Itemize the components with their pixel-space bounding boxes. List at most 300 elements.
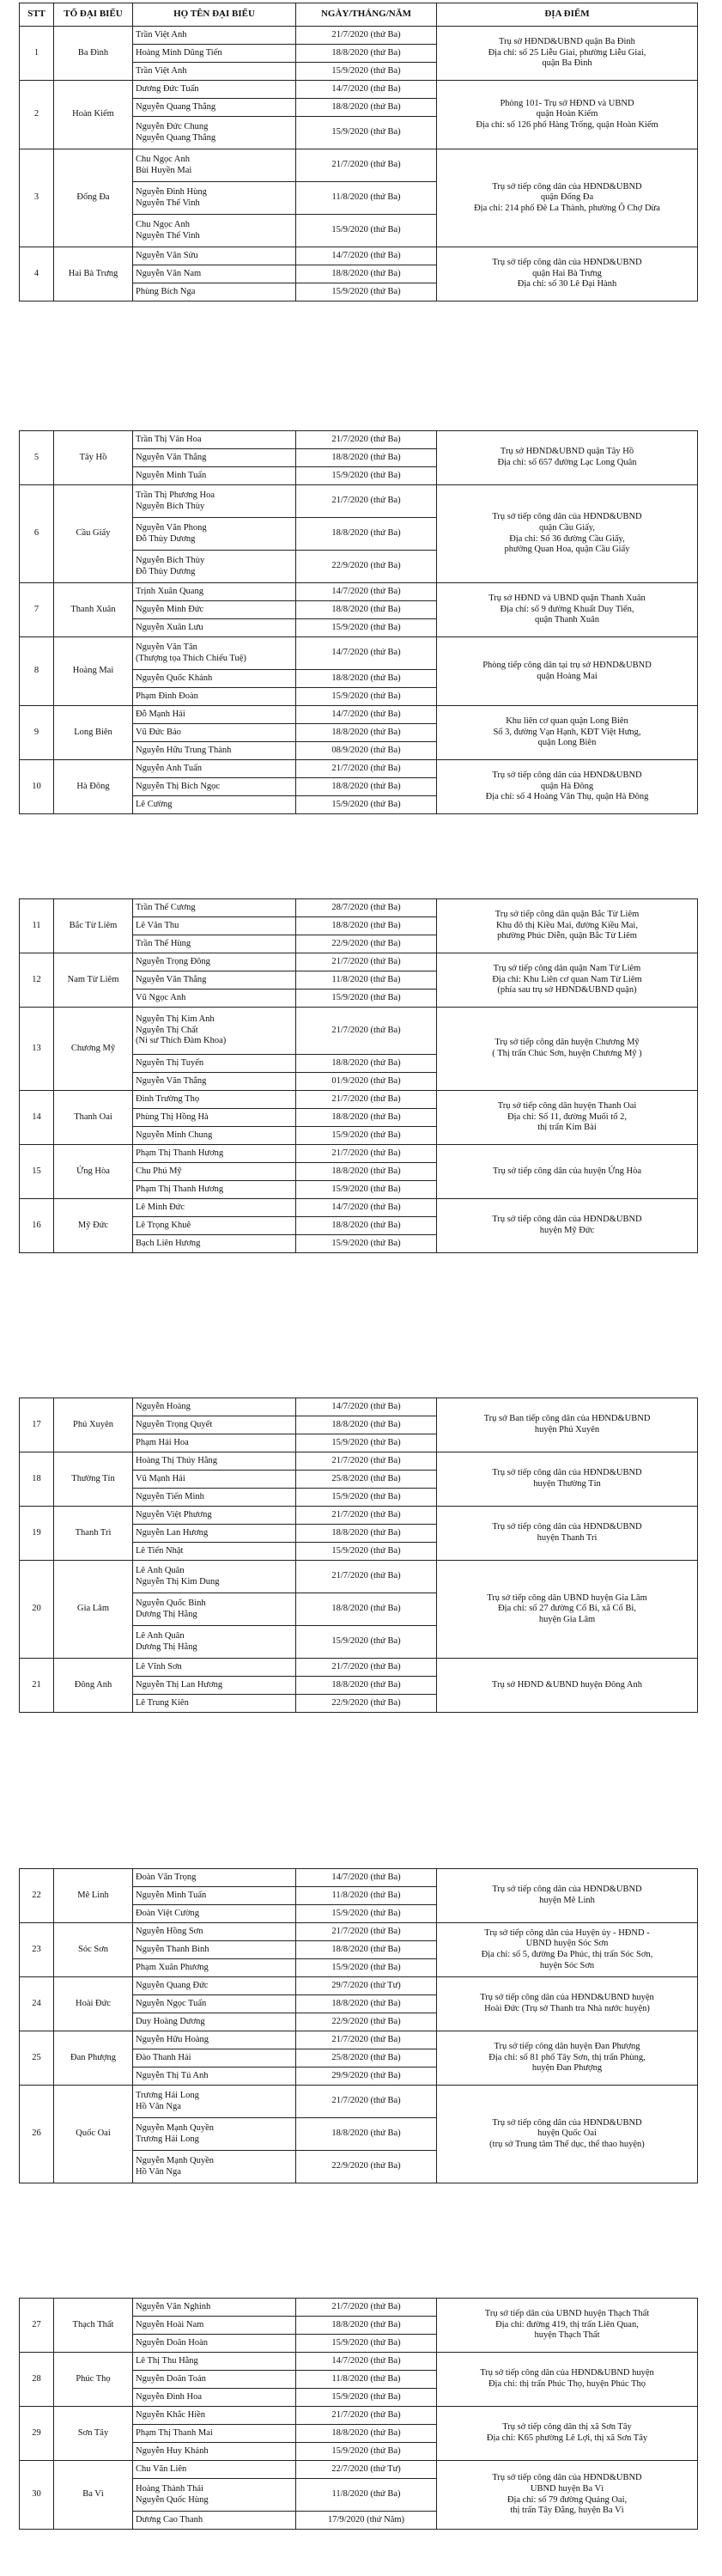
schedule-table [19,2298,698,2530]
delegate-name: Trương Hải Long [136,2090,199,2100]
address-line: quận Thanh Xuân [534,615,600,625]
table-row [20,1398,698,1416]
delegate-name: Nguyễn Minh Đức [136,604,204,614]
delegate-name: Dương Thị Hằng [136,1641,197,1652]
address-cell [437,1452,698,1507]
delegate-name-cell [133,1163,296,1181]
delegate-name-cell [133,551,296,583]
date-cell: 11/8/2020 (thứ Ba) [296,971,437,990]
delegate-name: Nguyễn Trọng Đông [136,956,210,966]
delegate-name: Nguyễn Hữu Hoàng [136,2034,209,2044]
delegate-name-cell [133,1507,296,1525]
address-line: Trụ sở tiếp công dân của HĐND&UBND [492,1885,642,1895]
stt-cell: 29 [20,2407,54,2461]
schedule-table [19,898,698,1253]
address-line: huyện Gia Lâm [538,1614,596,1624]
date-cell: 22/9/2020 (thứ Ba) [296,1695,437,1713]
delegate-name-cell [133,1091,296,1109]
address-cell [437,1977,698,2031]
delegate-name: Nguyễn Quốc Bình [136,1598,206,1608]
address-line: quận Đống Đa [540,192,594,203]
date-cell: 18/8/2020 (thứ Ba) [296,518,437,551]
address-cell [437,1507,698,1561]
group-cell: Mỹ Đức [54,1199,133,1253]
table-row [20,583,698,601]
date-cell: 14/7/2020 (thứ Ba) [296,247,437,265]
address-cell [437,637,698,706]
address-line: Trụ sở tiếp công dân quận Nam Từ Liêm [493,964,641,974]
address-line: Phòng tiếp công dân tại trụ sở HĐND&UBND [482,660,652,670]
date-cell: 15/9/2020 (thứ Ba) [296,2443,437,2461]
address-cell [437,485,698,583]
date-cell: 22/9/2020 (thứ Ba) [296,2151,437,2183]
schedule-table [19,1868,698,2183]
date-cell: 18/8/2020 (thứ Ba) [296,778,437,796]
delegate-name: Dương Cao Thanh [136,2514,203,2524]
delegate-name-cell [133,2389,296,2407]
delegate-name-cell [133,2299,296,2317]
date-cell: 21/7/2020 (thứ Ba) [296,431,437,449]
date-cell: 15/9/2020 (thứ Ba) [296,215,437,247]
delegate-name-cell [133,1525,296,1543]
address-line: Trụ sở tiếp công dân quận Bắc Từ Liêm [494,910,640,920]
date-cell: 15/9/2020 (thứ Ba) [296,796,437,814]
delegate-name: Trần Thế Hùng [136,938,191,948]
delegate-name-cell [133,706,296,724]
delegate-name-cell [133,583,296,601]
date-cell: 15/9/2020 (thứ Ba) [296,1626,437,1659]
delegate-name: Nguyễn Xuân Lưu [136,622,203,632]
date-cell: 15/9/2020 (thứ Ba) [296,1905,437,1923]
table-row [20,1199,698,1217]
delegate-name: Phùng Thị Hồng Hà [136,1111,209,1122]
address-line: thị trấn Kim Bài [537,1123,597,1133]
table-segment [0,1398,722,1713]
delegate-name-cell [133,990,296,1008]
address-line: Trụ sở tiếp công dân UBND huyện Gia Lâm [487,1592,647,1603]
delegate-name: Hoàng Thành Thái [136,2483,203,2494]
stt-cell: 25 [20,2031,54,2086]
delegate-name: Nguyễn Văn Sửu [136,250,198,260]
stt-cell: 16 [20,1199,54,1253]
address-line: Trụ sở tiếp công dân của HĐND&UBND [492,1468,642,1478]
table-row [20,2031,698,2049]
stt-cell: 27 [20,2299,54,2353]
delegate-name: Vũ Ngọc Anh [136,992,186,1002]
address-line: Trụ sở tiếp công dân của HĐND&UBND [492,2473,642,2483]
group-cell: Thanh Trì [54,1507,133,1561]
address-line: phường Phúc Diễn, quận Bắc Từ Liêm [497,931,637,941]
date-cell: 25/8/2020 (thứ Ba) [296,1471,437,1489]
address-line: huyện Mỹ Đức [539,1226,595,1235]
delegate-name: Nguyễn Huy Khánh [136,2445,209,2456]
table-row [20,1659,698,1677]
table-row [20,953,698,971]
date-cell: 21/7/2020 (thứ Ba) [296,2407,437,2425]
delegate-name: Lê Anh Quân [136,1630,185,1641]
date-cell: 18/8/2020 (thứ Ba) [296,1416,437,1434]
delegate-name-cell [133,1109,296,1127]
table-row [20,1923,698,1941]
stt-cell: 18 [20,1452,54,1507]
date-cell: 15/9/2020 (thứ Ba) [296,990,437,1008]
date-cell: 22/9/2020 (thứ Ba) [296,2013,437,2031]
stt-cell: 4 [20,247,54,301]
delegate-name-cell [133,724,296,742]
address-line: Phòng 101- Trụ sở HĐND và UBND [500,98,634,108]
table-segment [0,430,722,814]
date-cell: 21/7/2020 (thứ Ba) [296,1923,437,1941]
delegate-name: Trương Hải Long [136,2134,199,2144]
delegate-name-cell [133,485,296,518]
table-row [20,1091,698,1109]
delegate-name-cell [133,2443,296,2461]
address-line: Địa chỉ: Số 36 đường Cầu Giấy, [509,533,625,544]
delegate-name: Trần Thế Cương [136,902,196,912]
address-line: Địa chỉ: thị trấn Phúc Thọ, huyện Phúc Thọ [488,2379,646,2389]
address-cell [437,2353,698,2407]
delegate-name-cell [133,2425,296,2443]
delegate-name: Nguyễn Quốc Khánh [136,673,213,683]
delegate-name: Nguyễn Minh Chung [136,1130,213,1140]
delegate-name-cell [133,518,296,551]
delegate-name: Nguyễn Văn Thắng [136,1075,207,1086]
address-cell [437,1561,698,1659]
address-line: Trụ sở tiếp công dân của HĐND&UBND [492,512,642,522]
delegate-name: Đỗ Thùy Dương [136,533,196,544]
table-row [20,27,698,45]
date-cell: 18/8/2020 (thứ Ba) [296,1217,437,1235]
group-cell: Nam Từ Liêm [54,953,133,1008]
delegate-name-cell [133,1181,296,1199]
delegate-name: Nguyễn Đức Chung [136,121,209,131]
date-cell: 15/9/2020 (thứ Ba) [296,1489,437,1507]
delegate-name: Nguyễn Thị Lan Hương [136,1679,223,1690]
address-line: Địa chỉ: số 81 phố Tây Sơn, thị trấn Phùng, [488,2052,646,2062]
delegate-name: Nguyễn Hoài Nam [136,2319,204,2329]
date-cell: 15/9/2020 (thứ Ba) [296,2389,437,2407]
group-cell: Hoàn Kiếm [54,81,133,149]
delegate-name: Nguyễn Hoàng [136,1401,191,1411]
delegate-name: Hoàng Minh Dũng Tiến [136,47,222,58]
delegate-name-cell [133,2086,296,2118]
date-cell: 21/7/2020 (thứ Ba) [296,760,437,778]
delegate-name: Chu Ngọc Anh [136,219,190,229]
date-cell: 15/9/2020 (thứ Ba) [296,1434,437,1452]
date-cell: 21/7/2020 (thứ Ba) [296,953,437,971]
delegate-name-cell [133,431,296,449]
stt-cell: 30 [20,2461,54,2530]
address-line: Trụ sở tiếp công dân thị xã Sơn Tây [502,2422,632,2433]
address-line: huyện Thạch Thất [534,2330,600,2341]
date-cell: 22/9/2020 (thứ Ba) [296,935,437,953]
delegate-name-cell [133,2461,296,2479]
delegate-name: Nguyễn Đình Hùng [136,186,207,197]
date-cell: 14/7/2020 (thứ Ba) [296,706,437,724]
date-cell: 18/8/2020 (thứ Ba) [296,265,437,283]
table-row [20,760,698,778]
group-cell: Mê Linh [54,1869,133,1923]
delegate-name-cell [133,971,296,990]
address-line: huyện Mê Linh [539,1896,595,1905]
date-cell: 21/7/2020 (thứ Ba) [296,1507,437,1525]
date-cell: 15/9/2020 (thứ Ba) [296,1543,437,1561]
address-line: Trụ sở tiếp công dân của HĐND&UBND huyện [480,1993,654,2003]
address-cell [437,953,698,1008]
address-cell [437,1869,698,1923]
address-cell [437,1199,698,1253]
delegate-name: Trần Việt Anh [136,65,187,76]
group-cell: Long Biên [54,706,133,760]
date-cell: 21/7/2020 (thứ Ba) [296,1561,437,1593]
group-cell: Chương Mỹ [54,1008,133,1091]
delegate-name-cell [133,1217,296,1235]
address-line: huyện Thường Tín [533,1479,601,1489]
date-cell: 29/9/2020 (thứ Ba) [296,2067,437,2086]
delegate-name-cell [133,1008,296,1055]
stt-cell: 19 [20,1507,54,1561]
date-cell: 01/9/2020 (thứ Ba) [296,1073,437,1091]
delegate-name-cell [133,601,296,619]
address-line: UBND huyện Sóc Sơn [525,1939,609,1949]
date-cell: 21/7/2020 (thứ Ba) [296,1145,437,1163]
address-line: UBND huyện Ba Vì [530,2483,604,2494]
delegate-name-cell [133,1677,296,1695]
delegate-name-cell [133,796,296,814]
delegate-name: Nguyễn Mạnh Quyền [136,2155,214,2165]
delegate-name: Nguyễn Thị Kim Anh [136,1014,215,1025]
address-cell [437,1398,698,1452]
stt-cell: 13 [20,1008,54,1091]
delegate-name-cell [133,2335,296,2353]
date-cell: 21/7/2020 (thứ Ba) [296,1452,437,1471]
stt-cell: 20 [20,1561,54,1659]
address-line: Trụ sở Ban tiếp công dân của HĐND&UBND [483,1414,651,1424]
delegate-name-cell [133,63,296,81]
table-row [20,706,698,724]
delegate-name: Vũ Mạnh Hải [136,1473,185,1483]
delegate-name: Đào Thanh Hải [136,2052,191,2062]
column-header: ĐỊA ĐIỂM [437,3,698,27]
table-row [20,2461,698,2479]
address-line: quận Cầu Giấy, [539,522,595,533]
delegate-name: Hồ Vân Nga [136,2101,181,2111]
address-cell [437,81,698,149]
delegate-name-cell [133,149,296,182]
address-line: huyện Sóc Sơn [539,1960,595,1970]
stt-cell: 26 [20,2086,54,2183]
date-cell: 14/7/2020 (thứ Ba) [296,2353,437,2371]
delegate-name-cell [133,2371,296,2389]
delegate-name: Lê Minh Đức [136,1202,185,1212]
delegate-name: Lê Trọng Khuê [136,1220,191,1230]
address-line: huyện Phú Xuyên [534,1425,600,1434]
schedule-table [19,430,698,814]
date-cell: 14/7/2020 (thứ Ba) [296,81,437,99]
delegate-name: Trần Thị Vân Hoa [136,434,202,444]
address-cell [437,2407,698,2461]
date-cell: 15/9/2020 (thứ Ba) [296,117,437,149]
date-cell: 14/7/2020 (thứ Ba) [296,1869,437,1887]
table-row [20,899,698,917]
delegate-name: Đoàn Việt Cường [136,1908,199,1918]
delegate-name: Nguyễn Thị Bích Ngọc [136,781,221,791]
delegate-name: Lê Văn Thu [136,920,179,930]
address-line: Trụ sở tiếp công dân của HĐND&UBND [492,1522,642,1532]
delegate-name-cell [133,1905,296,1923]
delegate-name: Nguyễn Trọng Quyết [136,1419,213,1429]
date-cell: 18/8/2020 (thứ Ba) [296,1163,437,1181]
address-cell [437,583,698,637]
table-row [20,1145,698,1163]
delegate-name: Lê Tiến Nhật [136,1545,184,1556]
delegate-name: Nguyễn Văn Nghinh [136,2301,211,2311]
stt-cell: 6 [20,485,54,583]
delegate-name-cell [133,2407,296,2425]
table-row [20,2353,698,2371]
delegate-name: Nguyễn Doãn Toản [136,2373,206,2384]
delegate-name-cell [133,1977,296,1995]
date-cell: 14/7/2020 (thứ Ba) [296,637,437,670]
delegate-name-cell [133,1452,296,1471]
group-cell: Hoài Đức [54,1977,133,2031]
delegate-name: Nguyễn Thị Tuyến [136,1057,204,1068]
table-row [20,1452,698,1471]
delegate-name-cell [133,1941,296,1959]
group-cell: Hai Bà Trưng [54,247,133,301]
delegate-name-cell [133,899,296,917]
delegate-name: Nguyễn Quốc Hùng [136,2494,209,2505]
delegate-name: Nguyễn Thế Vinh [136,230,200,241]
date-cell: 14/7/2020 (thứ Ba) [296,1398,437,1416]
delegate-name: Dương Thị Hằng [136,1609,197,1619]
table-row [20,1008,698,1055]
table-row [20,1561,698,1593]
date-cell: 21/7/2020 (thứ Ba) [296,485,437,518]
delegate-name: Nguyễn Khắc Hiền [136,2409,206,2420]
address-line: quận Hà Đông [540,781,594,791]
address-cell [437,1008,698,1091]
address-line: huyện Quốc Oai [537,2128,597,2139]
table-row [20,485,698,518]
delegate-name: Trần Việt Anh [136,29,187,40]
address-line: Trụ sở HĐND và UBND quận Thanh Xuân [488,594,646,604]
delegate-name: Dương Đức Tuấn [136,83,199,94]
delegate-name: Lê Thị Thu Hằng [136,2355,198,2366]
address-line: huyện Đan Phượng [531,2063,603,2074]
group-cell: Bắc Từ Liêm [54,899,133,953]
address-line: Địa chỉ: Khu Liên cơ quan Nam Từ Liêm [492,974,642,984]
delegate-name-cell [133,1593,296,1626]
address-line: (phía sau trụ sở HĐND&UBND quận) [497,985,637,996]
delegate-name-cell [133,670,296,688]
delegate-name-cell [133,283,296,301]
delegate-name: Phạm Hải Hoa [136,1437,189,1447]
delegate-name-cell [133,45,296,63]
delegate-name: Phạm Đình Đoàn [136,691,198,701]
group-cell: Thạch Thất [54,2299,133,2353]
date-cell: 15/9/2020 (thứ Ba) [296,688,437,706]
delegate-name-cell [133,778,296,796]
delegate-name-cell [133,81,296,99]
date-cell: 21/7/2020 (thứ Ba) [296,1091,437,1109]
date-cell: 18/8/2020 (thứ Ba) [296,2317,437,2335]
address-cell [437,149,698,247]
group-cell: Sóc Sơn [54,1923,133,1977]
column-header: HỌ TÊN ĐẠI BIỂU [133,3,296,27]
address-line: (trụ sở Trung tâm Thể dục, thể thao huyện) [489,2139,645,2149]
delegate-name-cell [133,215,296,247]
table-row [20,1869,698,1887]
group-cell: Gia Lâm [54,1561,133,1659]
address-cell [437,27,698,81]
address-line: Số 3, đường Vạn Hạnh, KĐT Việt Hưng, [493,727,641,737]
stt-cell: 7 [20,583,54,637]
date-cell: 18/8/2020 (thứ Ba) [296,1941,437,1959]
delegate-name-cell [133,182,296,215]
delegate-name-cell [133,2317,296,2335]
delegate-name: Phùng Bích Nga [136,286,196,296]
table-row [20,2086,698,2118]
stt-cell: 9 [20,706,54,760]
address-cell [437,431,698,485]
delegate-name-cell [133,1235,296,1253]
address-cell [437,2031,698,2086]
delegate-name-cell [133,2479,296,2512]
table-row [20,2299,698,2317]
address-cell [437,1091,698,1145]
group-cell: Sơn Tây [54,2407,133,2461]
table-segment [0,3,722,301]
delegate-name-cell [133,1626,296,1659]
group-cell: Thanh Oai [54,1091,133,1145]
table-segment [0,2298,722,2530]
delegate-name: Đinh Trường Thọ [136,1093,200,1104]
delegate-name-cell [133,117,296,149]
date-cell: 18/8/2020 (thứ Ba) [296,1525,437,1543]
header-row [20,3,698,27]
address-line: Trụ sở HĐND &UBND huyện Đông Anh [492,1679,642,1690]
stt-cell: 8 [20,637,54,706]
date-cell: 15/9/2020 (thứ Ba) [296,1959,437,1977]
delegate-name: Lê Trung Kiên [136,1697,189,1708]
date-cell: 15/9/2020 (thứ Ba) [296,619,437,637]
address-cell [437,2461,698,2530]
delegate-name: Nguyễn Hồng Sơn [136,1926,203,1936]
delegate-name-cell [133,953,296,971]
date-cell: 14/7/2020 (thứ Ba) [296,583,437,601]
delegate-name: Nguyễn Ngọc Tuấn [136,1998,207,2008]
address-line: Địa chỉ: K65 phường Lê Lợi, thị xã Sơn Tây [486,2433,648,2443]
delegate-name: Nguyễn Doãn Hoàn [136,2337,208,2348]
address-line: Trụ sở tiếp công dân của HĐND&UBND huyện [480,2368,654,2378]
delegate-name-cell [133,2031,296,2049]
stt-cell: 23 [20,1923,54,1977]
address-line: ( Thị trấn Chúc Sơn, huyện Chương Mỹ ) [492,1049,642,1058]
address-line: Địa chỉ: Số 11, đường Muối tổ 2, [507,1111,627,1122]
date-cell: 18/8/2020 (thứ Ba) [296,1109,437,1127]
delegate-name-cell [133,2013,296,2031]
delegate-name: Chu Ngọc Anh [136,154,190,164]
delegate-name: Nguyễn Tiến Minh [136,1491,204,1501]
delegate-name: Lê Cường [136,799,173,809]
delegate-name: Chu Phú Mỹ [136,1166,182,1176]
delegate-name: Bùi Huyền Mai [136,165,192,175]
date-cell: 15/9/2020 (thứ Ba) [296,1127,437,1145]
delegate-name: Lê Anh Quân [136,1565,185,1575]
delegate-name: Nguyễn Quang Đức [136,1980,209,1990]
delegate-name-cell [133,2049,296,2067]
